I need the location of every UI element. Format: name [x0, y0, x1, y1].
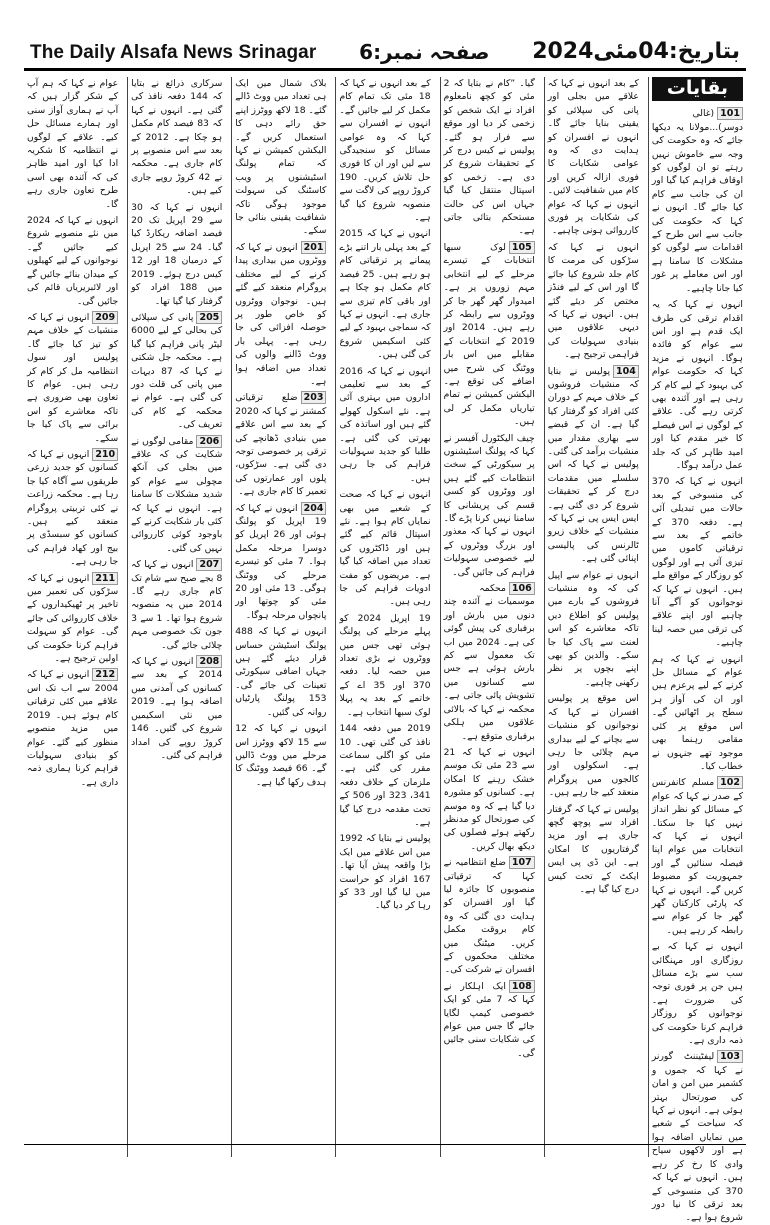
- item-text: انہوں نے کہا کہ 2024 میں نئے منصوبے شروع کیے جائیں گے۔ نوجوانوں کے لیے کھیلوں کے میدان بنائے جائیں گے اور لائبریریاں قائم کی جائیں گی۔: [27, 215, 119, 307]
- item-number: 102: [717, 776, 743, 789]
- news-column: [231, 77, 329, 1157]
- item-number: 201: [301, 241, 327, 254]
- item-number: 207: [196, 558, 222, 571]
- item-text: انہوں نے کہا کہ 8 بجے صبح سے شام تک کام جاری رہے گا۔ 2014 میں یہ منصوبہ شروع ہوا تھا۔ 1 سے 3 جون تک خصوصی مہم چلائی جائے گی۔: [131, 559, 223, 651]
- news-item: [652, 107, 743, 295]
- item-number: 107: [509, 856, 535, 869]
- news-item: [235, 625, 326, 719]
- item-text: انہوں نے کہا کہ 2015 کے بعد پہلی بار اتنے بڑے پیمانے پر ترقیاتی کام ہو رہے ہیں۔ 25 فیصد کام مکمل ہو چکا ہے اور باقی کام تیزی سے جاری ہے۔ انہوں نے کہا کہ سماجی بہبود کے لیے کئی اسکیمیں شروع کی گئی ہیں۔: [339, 228, 431, 361]
- news-item: [652, 776, 743, 937]
- item-text: انہوں نے کہا کہ یہ اقدام ترقی کی طرف ایک قدم ہے اور اس سے عوام کو فائدہ ہوگا۔ انہوں نے مزید کہا کہ حکومت عوام کی بہبود کے لیے کام کر رہی ہے اور آئندہ بھی کرتی رہے گی۔ علاقے کے لوگوں نے اس فیصلے کا خیر مقدم کیا اور امید ظاہر کی کہ جلد عمل درآمد ہوگا۔: [651, 299, 743, 471]
- item-text: انہوں نے کہا کہ صحت کے شعبے میں بھی نمایاں کام ہوا ہے۔ نئے اسپتال قائم کیے گئے ہیں اور ڈاکٹروں کی تعداد میں اضافہ کیا گیا ہے۔ مریضوں کو مفت ادویات فراہم کی جا رہی ہیں۔: [339, 489, 431, 608]
- news-item: [131, 435, 222, 556]
- item-text: مسلم کانفرنس کے صدر نے کہا کہ عوام کے مسائل کو نظر انداز نہیں کیا جا سکتا۔ انہوں نے کہا کہ انتخابات میں عوام اپنا فیصلہ سنائیں گے اور جمہوریت کو مضبوط کریں گے۔ انہوں نے کہا کہ پارٹی کارکنان گھر گھر جا کر عوام سے رابطہ کر رہے ہیں۔: [651, 777, 743, 936]
- item-text: گیا۔ ”کام نے بتایا کہ 2 مئی کو کچھ نامعلوم افراد نے ایک شخص کو زخمی کر دیا اور موقع سے فرار ہو گئے۔ پولیس نے کیس درج کر کے تحقیقات شروع کر دی ہے۔ زخمی کو اسپتال منتقل کیا گیا جہاں اس کی حالت مستحکم بتائی جاتی ہے۔: [443, 78, 535, 237]
- item-text: انہوں نے کہا کہ سڑکوں کی تعمیر میں تاخیر پر ٹھیکیداروں کے خلاف کارروائی کی جائے گی۔ عوام کو سہولت فراہم کرنا حکومت کی اولین ترجیح ہے۔: [27, 572, 119, 665]
- publication-date: بتاریخ:04مئی2024: [532, 39, 740, 64]
- item-text: چیف الیکٹورل آفیسر نے کہا کہ پولنگ اسٹیشنوں پر سیکورٹی کے سخت انتظامات کیے گئے ہیں اور ووٹروں کو کسی قسم کی پریشانی کا سامنا نہیں کرنا پڑے گا۔ انہوں نے کہا کہ معذور اور بزرگ ووٹروں کے لیے خصوصی سہولیات فراہم کی جائیں گی۔: [443, 432, 535, 578]
- news-item: [339, 227, 430, 361]
- item-text: 19 اپریل 2024 کو پہلے مرحلے کی پولنگ ہوئی تھی جس میں ووٹروں نے بڑی تعداد میں حصہ لیا۔ دفعہ 370 اور 35 اے کے خاتمے کے بعد یہ پہلا لوک سبھا انتخاب ہے۔: [339, 612, 431, 718]
- news-item: [235, 502, 326, 623]
- item-text: انہوں نے کہا کہ کسانوں کو جدید زرعی طریقوں سے آگاہ کیا جا رہا ہے۔ محکمہ زراعت نے کئی تربیتی پروگرام منعقد کیے ہیں۔ کسانوں کو سبسڈی پر بیج اور کھاد فراہم کی جا رہی ہے۔: [27, 448, 119, 568]
- masthead: [24, 28, 746, 71]
- item-text: ضلع ترقیاتی کمشنر نے کہا کہ 2020 کے بعد سے اس علاقے میں بنیادی ڈھانچے کی ترقی پر خصوصی توجہ دی گئی ہے۔ سڑکوں، پلوں اور عمارتوں کی تعمیر کا کام جاری ہے۔: [235, 392, 327, 498]
- item-text: انہوں نے کہا کہ 30 سے 29 اپریل تک 20 فیصد اضافہ ریکارڈ کیا گیا۔ 24 سے 25 اپریل کے درمیان 18 اور 12 کیس درج ہوئے۔ 2019 میں 188 افراد کو گرفتار کیا گیا تھا۔: [131, 201, 223, 307]
- news-item: [652, 1050, 743, 1224]
- item-number: 208: [196, 655, 222, 668]
- news-column: [648, 77, 746, 1224]
- news-column: [544, 77, 642, 1157]
- item-text: محکمہ موسمیات نے آئندہ چند دنوں میں بارش اور برفباری کی پیش گوئی کی ہے۔ 2024 میں اب تک معمول سے کم بارش ہوئی ہے جس سے کسانوں میں تشویش پائی جاتی ہے۔ محکمہ نے کہا کہ بالائی علاقوں میں ہلکی برفباری متوقع ہے۔: [443, 583, 535, 742]
- item-text: مقامی لوگوں نے شکایت کی کہ علاقے میں بجلی کی آنکھ مچولی سے عوام کو شدید مشکلات کا سامنا ہے۔ انہوں نے کہا کہ کئی بار شکایت کرنے کے باوجود کوئی کارروائی نہیں کی گئی۔: [131, 435, 223, 554]
- item-text: پولیس نے بتایا کہ 1992 میں اس علاقے میں ایک بڑا واقعہ پیش آیا تھا۔ 167 افراد کو حراست میں لیا گیا اور 33 کو رہا کر دیا گیا۔: [339, 833, 431, 912]
- newspaper-name: The Daily Alsafa News Srinagar: [30, 42, 317, 63]
- news-item: [444, 582, 535, 743]
- item-text: انہوں نے کہا کہ منشیات کے خلاف مہم کو تیز کیا جائے گا۔ پولیس اور سول انتظامیہ مل کر کام کر رہی ہیں۔ عوام کا تعاون بھی ضروری ہے تاکہ معاشرے کو اس برائی سے پاک کیا جا سکے۔: [27, 311, 119, 444]
- news-item: [235, 722, 326, 789]
- item-text: کے بعد انہوں نے کہا کہ 18 مئی تک تمام کام مکمل کر لیے جائیں گے۔ انہوں نے افسران سے کہا کہ وہ عوامی مسائل کو سنجیدگی سے لیں اور ان کا فوری حل تلاش کریں۔ 190 کروڑ روپے کی لاگت سے منصوبہ شروع کیا گیا ہے۔: [339, 78, 431, 224]
- news-item: [339, 365, 430, 486]
- item-text: انہوں نے کہا کہ ووٹروں میں بیداری پیدا کرنے کے لیے مختلف پروگرام منعقد کیے گئے ہیں۔ نوجوان ووٹروں کو خاص طور پر حوصلہ افزائی کی جا رہی ہے۔ پہلی بار ووٹ ڈالنے والوں کی تعداد میں اضافہ ہوا ہے۔: [235, 241, 327, 387]
- news-item: [27, 572, 118, 666]
- news-item: [131, 558, 222, 652]
- item-text: (غالی دوسر)...مولانا یہ دیکھا جائے کہ وہ حکومت کی وجہ سے خاموش نہیں رہتے تو ان لوگوں کو اوقاف فراہم کیا گیا اور ان کی جانب سے کام کیا جائے گا۔ انہوں نے کہا کہ حکومت کی جانب سے اس طرح کے اقدامات سے لوگوں کو مشکلات کا سامنا ہے اور اس معاملے پر غور کیا جانا چاہیے۔: [651, 108, 743, 294]
- item-number: 101: [717, 107, 743, 120]
- news-item: [652, 298, 743, 472]
- item-text: عوام نے کہا کہ ہم آپ کے شکر گزار ہیں کہ آپ نے ہماری آواز سنی اور ہمارے مسائل حل کیے۔ علاقے کے لوگوں نے انتظامیہ کا شکریہ ادا کیا اور امید ظاہر کی کہ آئندہ بھی اسی طرح تعاون جاری رہے گا۔: [27, 78, 119, 210]
- news-item: [548, 803, 639, 897]
- news-item: [444, 746, 535, 853]
- item-number: 205: [196, 311, 222, 324]
- item-text: انہوں نے کہا کہ 2004 سے اب تک اس علاقے میں کئی ترقیاتی کام ہوئے ہیں۔ 2019 میں مزید منصوبے منظور کیے گئے۔ عوام کو بنیادی سہولیات فراہم کرنا ہماری ذمہ داری ہے۔: [27, 669, 119, 788]
- item-text: لوک سبھا انتخابات کے تیسرے مرحلے کے لیے انتخابی مہم زوروں پر ہے۔ امیدوار گھر گھر جا کر ووٹروں سے رابطہ کر رہے ہیں۔ 2014 اور 2019 کے انتخابات کے مقابلے میں اس بار ووٹنگ کی شرح میں اضافے کی توقع ہے۔ الیکشن کمیشن نے تمام تیاریاں مکمل کر لی ہیں۔: [443, 241, 535, 428]
- news-item: [27, 448, 118, 569]
- item-text: انہوں نے کہا کہ سڑکوں کی مرمت کا کام جلد شروع کیا جائے گا اور اس کے لیے فنڈز مختص کر دیئے گئے ہیں۔ انہوں نے کہا کہ دیہی علاقوں میں بنیادی سہولیات کی فراہمی ترجیح ہے۔: [547, 241, 639, 361]
- news-column: [24, 77, 121, 1157]
- item-number: 103: [717, 1050, 743, 1063]
- item-text: انہوں نے کہا کہ 2016 کے بعد سے تعلیمی اداروں میں بہتری آئی ہے۔ نئے اسکول کھولے گئے ہیں اور اساتذہ کی بھرتی کی گئی ہے۔ طلبا کو جدید سہولیات فراہم کی جا رہی ہیں۔: [339, 365, 431, 484]
- news-item: [235, 391, 326, 498]
- news-item: [27, 77, 118, 211]
- item-text: انہوں نے عوام سے اپیل کی کہ وہ منشیات فروشوں کے بارے میں پولیس کو اطلاع دیں تاکہ معاشرے کو اس لعنت سے پاک کیا جا سکے۔ والدین کو بھی اپنے بچوں پر نظر رکھنی چاہیے۔: [547, 569, 639, 688]
- item-number: 211: [92, 572, 118, 585]
- item-text: 2019 میں دفعہ 144 نافذ کی گئی تھی۔ 10 مئی کو اگلی سماعت مقرر کی گئی ہے۔ ملزمان کے خلاف دفعہ 341، 323 اور 506 کے تحت مقدمہ درج کیا گیا ہے۔: [339, 723, 431, 828]
- news-item: [339, 722, 430, 829]
- page-number: صفحہ نمبر:6: [359, 40, 490, 64]
- item-text: انہوں نے کہا کہ ہم عوام کے مسائل حل کرنے کے لیے پرعزم ہیں اور ان کی آواز ہر سطح پر اٹھائیں گے۔ اس موقع پر کئی مقامی رہنما بھی موجود تھے جنہوں نے خطاب کیا۔: [651, 653, 743, 772]
- item-text: انہوں نے کہا کہ 21 سے 23 مئی تک موسم خشک رہنے کا امکان ہے۔ کسانوں کو مشورہ دیا گیا ہے کہ وہ موسم کی صورتحال کو مدنظر رکھتے ہوئے فصلوں کی دیکھ بھال کریں۔: [443, 746, 535, 852]
- item-number: 105: [509, 241, 535, 254]
- news-column: [127, 77, 225, 1157]
- news-item: [444, 980, 535, 1060]
- item-text: پولیس نے کہا کہ گرفتار افراد سے پوچھ گچھ جاری ہے اور مزید گرفتاریوں کا امکان ہے۔ این ڈی پی ایس ایکٹ کے تحت کیس درج کیا گیا ہے۔: [547, 803, 639, 895]
- news-item: [652, 940, 743, 1047]
- item-number: 204: [301, 502, 327, 515]
- news-item: [131, 311, 222, 432]
- item-text: سرکاری ذرائع نے بتایا کہ 144 دفعہ نافذ کی گئی ہے۔ انہوں نے کہا کہ 83 فیصد کام مکمل ہو چکا ہے۔ 2012 کے بعد سے اس منصوبے پر کام جاری ہے۔ محکمہ نے 42 کروڑ روپے جاری کیے ہیں۔: [131, 78, 223, 197]
- news-item: [652, 653, 743, 774]
- item-text: پولیس نے بتایا کہ منشیات فروشوں کے خلاف مہم کے دوران کئی افراد کو گرفتار کیا گیا ہے۔ ان کے قبضے سے بھاری مقدار میں منشیات برآمد کی گئی۔ پولیس نے کہا کہ اس سلسلے میں مقدمات درج کر کے تحقیقات شروع کر دی گئی ہے۔ ایس ایس پی نے کہا کہ منشیات کے خلاف زیرو ٹالرنس کی پالیسی اپنائی گئی ہے۔: [547, 365, 639, 565]
- news-item: [131, 655, 222, 762]
- item-number: 209: [92, 311, 118, 324]
- news-item: [548, 241, 639, 362]
- item-number: 203: [301, 391, 327, 404]
- item-text: انہوں نے کہا کہ 2014 کے بعد سے کسانوں کی آمدنی میں اضافہ ہوا ہے۔ 2019 میں نئی اسکیمیں شروع کی گئیں۔ 146 کروڑ روپے کی امداد فراہم کی گئی۔: [131, 656, 223, 761]
- news-item: [235, 77, 326, 238]
- news-item: [339, 488, 430, 609]
- news-item: [131, 201, 222, 308]
- item-number: 212: [92, 668, 118, 681]
- news-item: [27, 311, 118, 445]
- news-item: [27, 214, 118, 308]
- item-text: پانی کی سپلائی کی بحالی کے لیے 6000 لیٹر پانی فراہم کیا گیا ہے۔ محکمہ جل شکتی نے کہا کہ 87 دیہات میں پانی کی قلت دور کی گئی ہے۔ عوام نے محکمہ کے کام کی تعریف کی۔: [131, 311, 223, 431]
- news-item: [444, 856, 535, 977]
- news-item: [131, 77, 222, 198]
- item-text: اس موقع پر پولیس افسران نے کہا کہ نوجوانوں کو منشیات سے بچانے کے لیے بیداری مہم چلائی جا رہی ہے۔ اسکولوں اور کالجوں میں پروگرام منعقد کیے جا رہے ہیں۔: [547, 693, 639, 799]
- item-text: لیفٹیننٹ گورنر نے کہا کہ جموں و کشمیر میں امن و امان کی صورتحال بہتر ہوئی ہے۔ انہوں نے کہا کہ سیاحت کے شعبے میں نمایاں اضافہ ہوا ہے اور لاکھوں سیاح وادی کا رخ کر رہے ہیں۔ انہوں نے کہا کہ 370 کی منسوخی کے بعد ترقی کا نیا دور شروع ہوا ہے۔: [651, 1051, 743, 1224]
- item-text: ضلع انتظامیہ نے کہا کہ ترقیاتی منصوبوں کا جائزہ لیا گیا اور افسران کو ہدایت دی گئی کہ وہ کام بروقت مکمل کریں۔ میٹنگ میں مختلف محکموں کے افسران نے شرکت کی۔: [443, 857, 535, 976]
- item-text: انہوں نے کہا کہ 19 اپریل کو پولنگ ہوئی اور 26 اپریل کو دوسرا مرحلہ مکمل ہوا۔ 7 مئی کو تیسرے مرحلے کی ووٹنگ ہوگی۔ 13 مئی اور 20 مئی کو چوتھا اور پانچواں مرحلہ ہوگا۔: [235, 502, 327, 621]
- item-text: انہوں نے کہا کہ 488 پولنگ اسٹیشن حساس قرار دیئے گئے ہیں جہاں اضافی سیکورٹی تعینات کی جائے گی۔ 153 پولنگ پارٹیاں روانہ کی گئیں۔: [235, 626, 327, 718]
- news-item: [235, 241, 326, 388]
- item-number: 108: [509, 980, 535, 993]
- news-item: [339, 612, 430, 719]
- item-text: کے بعد انہوں نے کہا کہ علاقے میں بجلی اور پانی کی سپلائی کو یقینی بنایا جائے گا۔ انہوں نے افسران کو ہدایت دی کہ وہ عوامی شکایات کا فوری ازالہ کریں اور کام میں شفافیت لائیں۔ انہوں نے کہا کہ عوام کی شکایات پر فوری کارروائی ہونی چاہیے۔: [547, 78, 639, 237]
- item-number: 206: [196, 435, 222, 448]
- news-item: [548, 569, 639, 690]
- news-item: [548, 692, 639, 799]
- news-item: [444, 241, 535, 429]
- item-text: انہوں نے کہا کہ 370 کی منسوخی کے بعد حالات میں تبدیلی آئی ہے۔ دفعہ 370 کے خاتمے کے بعد سے ترقیاتی کاموں میں تیزی آئی ہے اور لوگوں کو روزگار کے مواقع ملے ہیں۔ انہوں نے کہا کہ نوجوانوں کو آگے آنا چاہیے اور اپنے علاقے کی ترقی میں حصہ لینا چاہیے۔: [651, 476, 743, 649]
- article-columns: [24, 77, 746, 1224]
- item-text: انہوں نے کہا کہ 12 سے 15 لاکھ ووٹرز اس مرحلے میں ووٹ ڈالیں گے۔ 66 فیصد ووٹنگ کا ہدف رکھا گیا ہے۔: [235, 723, 327, 788]
- footer-rule: [24, 1144, 746, 1145]
- news-column: [335, 77, 433, 1157]
- item-number: 210: [92, 448, 118, 461]
- news-column: [440, 77, 538, 1157]
- section-title-banner: بقایات: [652, 77, 743, 101]
- news-item: [652, 475, 743, 649]
- news-item: [339, 832, 430, 912]
- item-number: 106: [509, 582, 535, 595]
- news-item: [444, 77, 535, 238]
- news-item: [444, 432, 535, 579]
- item-number: 104: [613, 365, 639, 378]
- news-item: [339, 77, 430, 224]
- item-text: بلاک شمال میں ایک ہی تعداد میں ووٹ ڈالے گئے۔ 18 لاکھ ووٹرز اپنے حق رائے دہی کا استعمال کریں گے۔ الیکشن کمیشن نے کہا کہ تمام پولنگ اسٹیشنوں پر ویب کاسٹنگ کی سہولت موجود ہوگی تاکہ شفافیت یقینی بنائی جا سکے۔: [235, 78, 327, 237]
- news-item: [548, 365, 639, 566]
- item-text: ایک اہلکار نے کہا کہ 7 مئی کو ایک خصوصی کیمپ لگایا جائے گا جس میں عوام کی شکایات سنی جائیں گی۔: [443, 980, 535, 1059]
- news-item: [27, 668, 118, 789]
- item-text: انہوں نے کہا کہ بے روزگاری اور مہنگائی سب سے بڑے مسائل ہیں جن پر فوری توجہ کی ضرورت ہے۔ نوجوانوں کو روزگار فراہم کرنا حکومت کی ذمہ داری ہے۔: [651, 941, 743, 1047]
- news-item: [548, 77, 639, 238]
